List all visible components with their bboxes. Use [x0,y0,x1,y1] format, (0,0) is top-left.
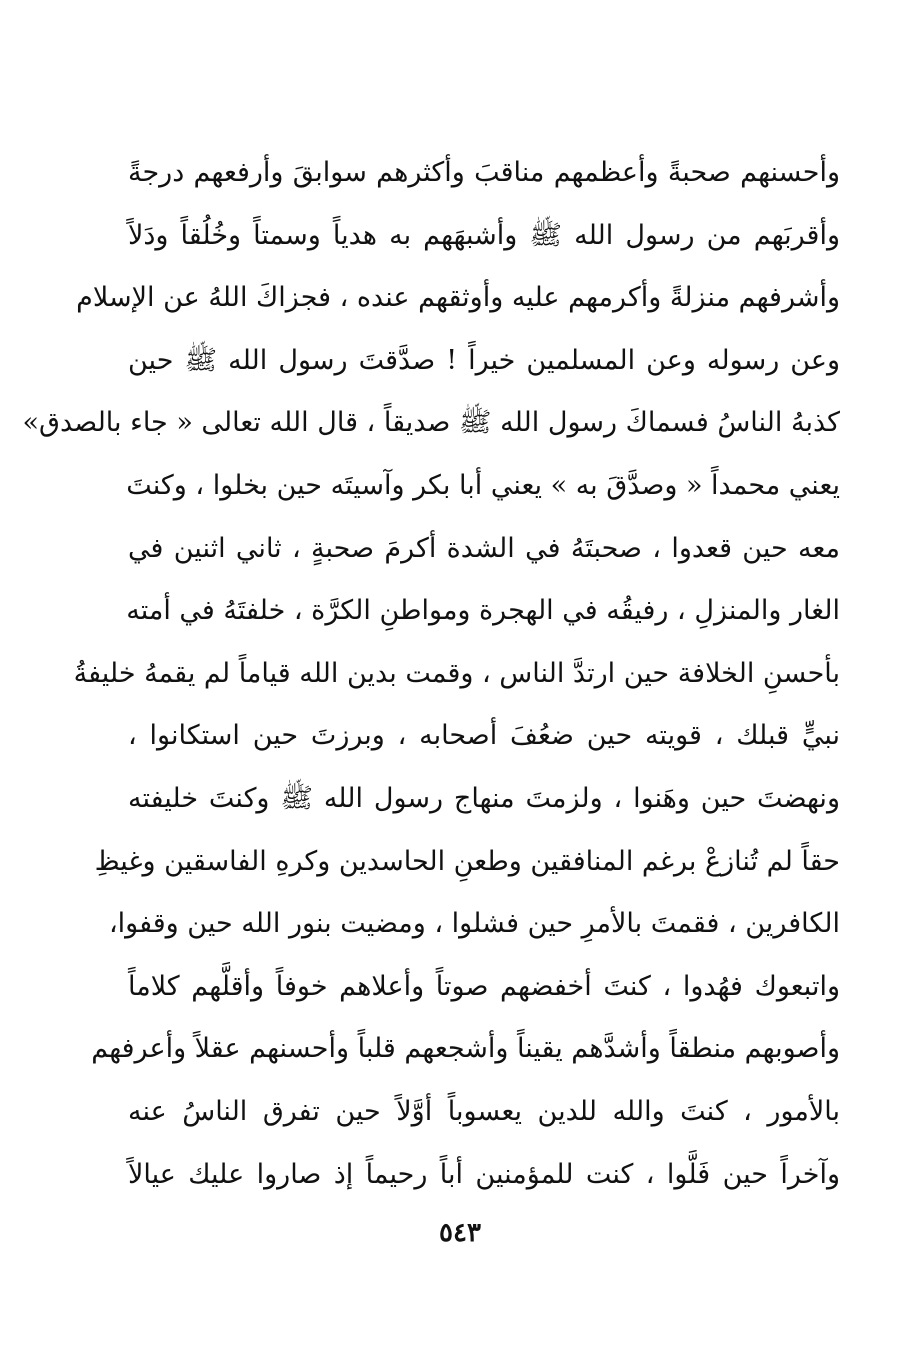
text-line: واتبعوك فهُدوا ، كنتَ أخفضهم صوتاً وأعلاهم خوفاً وأقلَّهم كلاماً [128,970,840,1002]
body-text [22,142,840,1206]
text-line: كذبهُ الناسُ فسماكَ رسول الله ﷺ صديقاً ، قال الله تعالى « جاء بالصدق» [22,407,840,439]
text-line: بالأمور ، كنتَ والله للدين يعسوباً أوَّلاً حين تفرق الناسُ عنه [128,1095,840,1127]
text-line: وأحسنهم صحبةً وأعظمهم مناقبَ وأكثرهم سوابقَ وأرفعهم درجةً [128,157,840,188]
text-line: نبيٍّ قبلك ، قويته حين ضعُفَ أصحابه ، وبرزتَ حين استكانوا ، [128,720,840,752]
text-line: وأقربَهم من رسول الله ﷺ وأشبهَهم به هدياً وسمتاً وخُلُقاً ودَلاً [128,219,840,251]
text-line: ونهضتَ حين وهَنوا ، ولزمتَ منهاج رسول الله ﷺ وكنتَ خليفته [128,782,840,814]
text-line: حقاً لم تُنازعْ برغم المنافقين وطعنِ الحاسدين وكرهِ الفاسقين وغيظِ [94,845,840,877]
text-line: وعن رسوله وعن المسلمين خيراً ! صدَّقتَ رسول الله ﷺ حين [128,344,840,376]
text-line: وأشرفهم منزلةً وأكرمهم عليه وأوثقهم عنده ، فجزاكَ اللهُ عن الإسلام [76,282,840,314]
text-line: الغار والمنزلِ ، رفيقُه في الهجرة ومواطنِ الكرَّة ، خلفتَهُ في أمته [126,595,840,627]
text-line: الكافرين ، فقمتَ بالأمرِ حين فشلوا ، ومضيت بنور الله حين وقفوا، [108,908,840,940]
text-line: بأحسنِ الخلافة حين ارتدَّ الناس ، وقمت بدين الله قياماً لم يقمهُ خليفةُ [73,657,840,689]
text-line: يعني محمداً « وصدَّقَ به » يعني أبا بكر وآسيتَه حين بخلوا ، وكنتَ [126,469,840,501]
text-line: وأصوبهم منطقاً وأشدَّهم يقيناً وأشجعهم قلباً وأحسنهم عقلاً وأعرفهم [91,1033,840,1065]
text-line: معه حين قعدوا ، صحبتَهُ في الشدة أكرمَ صحبةٍ ، ثاني اثنين في [128,532,840,564]
page-number: ٥٤٣ [439,1218,481,1248]
text-line: وآخراً حين فَلَّوا ، كنت للمؤمنين أباً رحيماً إذ صاروا عليك عيالاً [128,1158,840,1190]
